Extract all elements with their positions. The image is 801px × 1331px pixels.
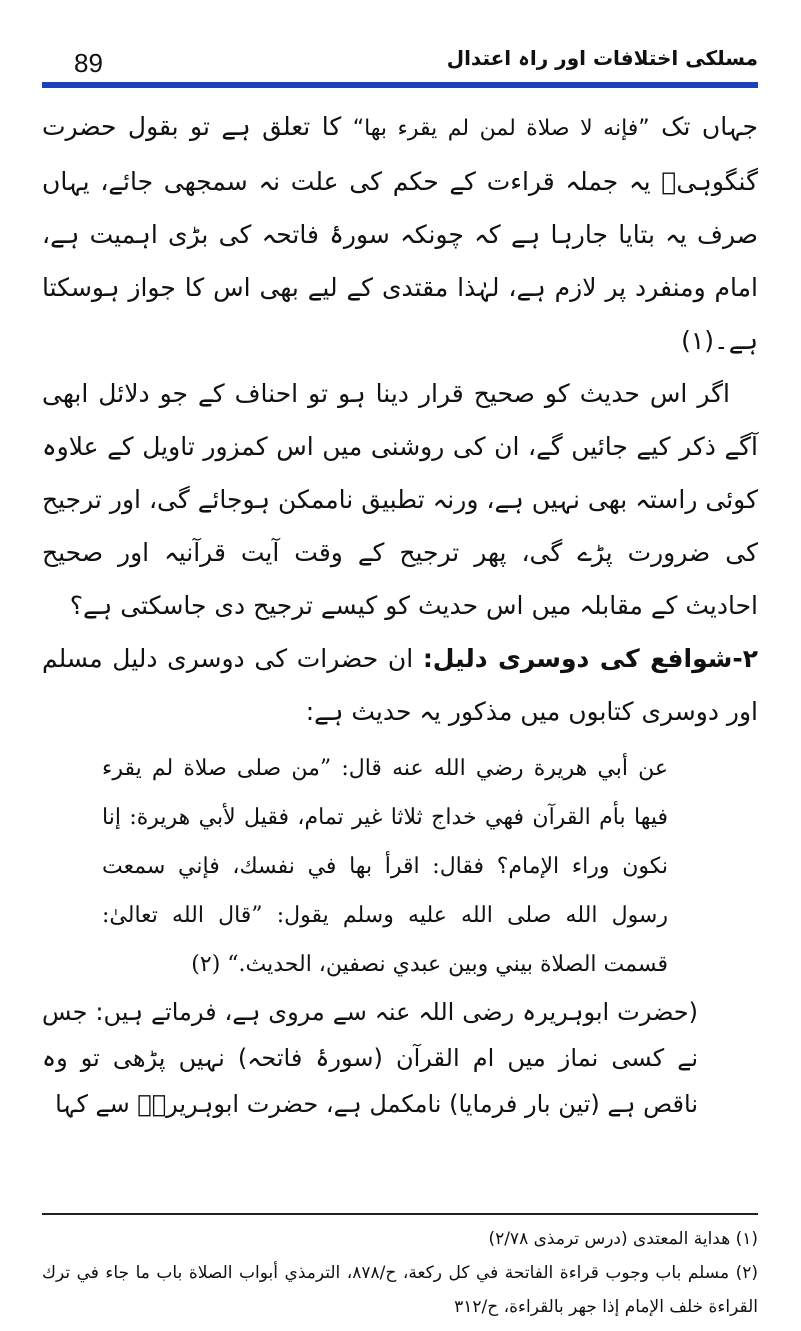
- paragraph-2: اگر اس حدیث کو صحیح قرار دینا ہو تو احناف کے جو دلائل ابھی آگے ذکر کیے جائیں گے، ان کی روشنی میں اس کمزور تاویل کے علاوہ کوئی راستہ بھی نہیں ہے، ورنہ تطبیق ناممکن ہوجائے گی، اور ترجیح کی ضرورت پڑے گی، پھر ترجیح کے وقت آیت قرآنیہ اور صحیح احادیث کے مقابلہ میں اس حدیث کو کیسے ترجیح دی جاسکتی ہے؟: [42, 379, 758, 620]
- page-header: [42, 40, 758, 88]
- page-number: 89: [74, 48, 103, 78]
- paragraph-1-text: کا تعلق ہے تو بقول حضرت گنگوہیؒ یہ جملہ قراءت کے حکم کی علت نہ سمجھی جائے، یہاں صرف یہ بتایا جارہا ہے کہ چونکہ سورۂ فاتحہ کی بڑی اہمیت ہے، امام ومنفرد پر لازم ہے، لہٰذا مقتدی کے لیے بھی اس کا جواز ہوسکتا ہے۔(۱): [42, 112, 758, 355]
- quoted-hadith-phrase: ”فإنه لا صلاة لمن لم يقرء بها“: [352, 116, 650, 141]
- page-body: [42, 100, 758, 1127]
- hadith-quote: عن أبي هريرة رضي الله عنه قال: ”من صلى صلاة لم يقرء فيها بأم القرآن فهي خداج ثلاثا غير تمام، فقيل لأبي هريرة: إنا نكون وراء الإمام؟ فقال: اقرأ بها في نفسك، فإني سمعت رسول الله صلى الله عليه وسلم يقول: ”قال الله تعالىٰ: قسمت الصلاة بيني وبين عبدي نصفين، الحديث.“ (۲): [102, 756, 668, 977]
- section-heading: ۲-شوافع کی دوسری دلیل:: [422, 644, 758, 673]
- footnote-1: (۱) هداية المعتدى (درس ترمذی ۲/۷۸): [488, 1229, 758, 1249]
- paragraph-3-text: ان حضرات کی دوسری دلیل مسلم اور دوسری کتابوں میں مذکور یہ حدیث ہے:: [42, 644, 758, 726]
- hadith-translation: (حضرت ابوہریرہ رضی اللہ عنہ سے مروی ہے، فرماتے ہیں: جس نے کسی نماز میں ام القرآن (سورۂ فاتحہ) نہیں پڑھی تو وہ ناقص ہے (تین بار فرمایا) نامکمل ہے، حضرت ابوہریرہؓ سے کہا: [42, 998, 698, 1118]
- header-rule: [42, 82, 758, 88]
- footnote-2: (۲) مسلم باب وجوب قراءة الفاتحة في كل ركعة، ح/۸۷۸، الترمذي أبواب الصلاة باب ما جاء في ترك القراءة خلف الإمام إذا جهر بالقراءة، ح/۳۱۲: [42, 1263, 758, 1317]
- paragraph-1: [42, 100, 758, 367]
- footnote-divider: [42, 1213, 758, 1215]
- paragraph-1-lead: جہاں تک: [661, 112, 759, 141]
- paragraph-3: [42, 632, 758, 738]
- running-title: مسلکی اختلافات اور راہ اعتدال: [446, 46, 758, 70]
- footnotes: [42, 1222, 758, 1324]
